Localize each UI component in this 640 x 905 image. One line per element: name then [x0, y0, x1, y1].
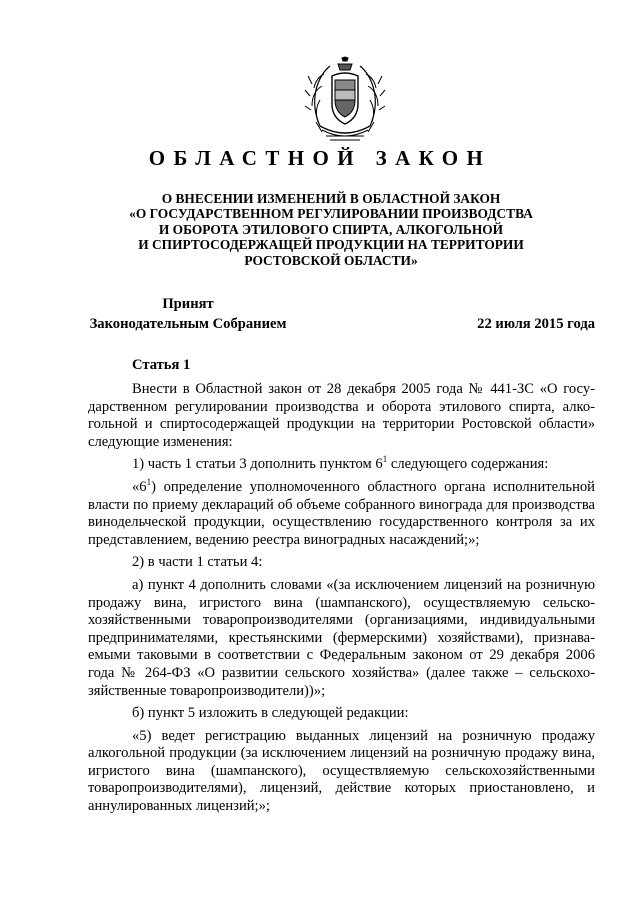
- paragraph-item-5: «5) ведет регистрацию выданных лицензий на розничную продажу алкогольной продукции (за исключением лицензий на розничную продажу вина, игристого вина (шампанского), осуществляемую сельскохозяйственными товаропроизводителями), лицензий, действие которых приостановлено, и аннулированных лицензий;»;: [88, 727, 595, 815]
- adoption-date: 22 июля 2015 года: [477, 316, 595, 332]
- superscript: 1: [382, 454, 388, 465]
- coat-of-arms-emblem: [302, 56, 388, 146]
- superscript: 1: [146, 477, 152, 488]
- article-title: Статья 1: [132, 357, 191, 373]
- paragraph-subitem-a: а) пункт 4 дополнить словами «(за исключением лицензий на розничную продажу вина, игристого вина (шампанского), осуществляемую сельскохозяйственными товаропроизводителями (организациями, индивидуальными предпринимателями, крестьянскими (фермерскими) хозяйствами), признаваемыми таковыми в соответствии с Федеральным законом от 29 декабря 2006 года № 264-ФЗ «О развитии сельского хозяйства» (далее также – сельскохозяйственные товаропроизводители))»;: [88, 576, 595, 699]
- paragraph-item-6-1-text: ) определение уполномоченного областного органа исполнительной власти по приему деклараций об объеме собранного винограда для производства винодельческой продукции, осуществлению государственного контроля за их представлением, ведению реестра виноградных насаждений;»;: [88, 478, 595, 548]
- document-body: [88, 356, 595, 816]
- document-title: ОБЛАСТНОЙ ЗАКОН: [148, 146, 492, 170]
- paragraph-item-1-text: 1) часть 1 статьи 3 дополнить пунктом 6: [132, 456, 383, 473]
- accepted-by: Принят Законодательным Собранием: [89, 296, 287, 332]
- paragraph-item-1-text-end: следующего содержания:: [387, 456, 549, 473]
- paragraph-subitem-b: б) пункт 5 изложить в следующей редакции:: [132, 705, 409, 722]
- paragraph-item-1: [88, 456, 595, 474]
- paragraph-item-6-1-start: «6: [132, 478, 147, 495]
- document-subtitle: О ВНЕСЕНИИ ИЗМЕНЕНИЙ В ОБЛАСТНОЙ ЗАКОН «О ГОСУДАРСТВЕННОМ РЕГУЛИРОВАНИИ ПРОИЗВОДСТВА И ОБОРОТА ЭТИЛОВОГО СПИРТА, АЛКОГОЛЬНОЙ И СПИРТОСОДЕРЖАЩЕЙ ПРОДУКЦИИ НА ТЕРРИТОРИИ РОСТОВСКОЙ ОБЛАСТИ»: [129, 191, 533, 268]
- paragraph-item-6-1: [88, 479, 595, 549]
- paragraph-intro: Внести в Областной закон от 28 декабря 2005 года № 441-ЗС «О государственном регулировании производства и оборота этилового спирта, алкогольной и спиртосодержащей продукции на территории Ростовской области» следующие изменения:: [88, 381, 595, 450]
- paragraph-item-2: 2) в части 1 статьи 4:: [132, 554, 263, 571]
